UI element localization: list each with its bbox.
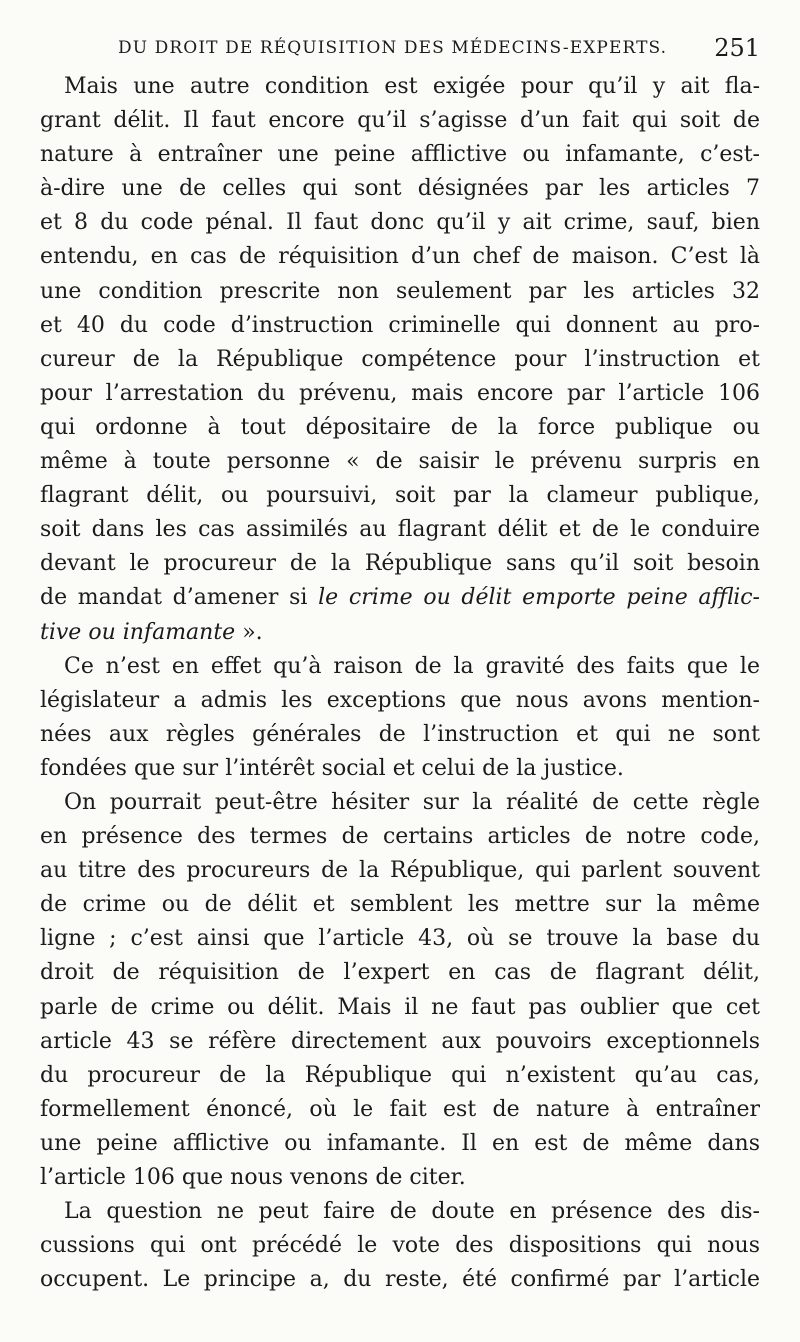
text-line: article 43 se réfère directement aux pouvoirs exceptionnels [40, 1028, 760, 1054]
text-line: en présence des termes de certains articles de notre code, [40, 824, 760, 850]
text-line: à-dire une de celles qui sont désignées par les articles 7 [40, 176, 760, 202]
text-line: législateur a admis les exceptions que nous avons mention- [40, 687, 760, 713]
text-line: On pourrait peut-être hésiter sur la réalité de cette règle [64, 789, 760, 815]
text-line: une condition prescrite non seulement par les articles 32 [40, 278, 760, 304]
running-head: DU DROIT DE RÉQUISITION DES MÉDECINS-EXPERTS. [118, 38, 668, 58]
text-line: nées aux règles générales de l’instruction et qui ne sont [40, 721, 760, 747]
italic-quote: le crime ou délit emporte peine afflic- [318, 585, 760, 611]
text-line: ligne ; c’est ainsi que l’article 43, où se trouve la base du [40, 926, 760, 952]
text-line: du procureur de la République qui n’existent qu’au cas, [40, 1062, 760, 1088]
text-line: Mais une autre condition est exigée pour qu’il y ait fla- [64, 74, 760, 99]
text-line: grant délit. Il faut encore qu’il s’agisse d’un fait qui soit de [40, 108, 760, 134]
text-line: droit de réquisition de l’expert en cas de flagrant délit, [40, 960, 760, 986]
text-line: occupent. Le principe a, du reste, été confirmé par l’article [40, 1267, 760, 1293]
text-line: cureur de la République compétence pour l’instruction et [40, 346, 760, 372]
text-run: de mandat d’amener si [40, 585, 319, 611]
italic-quote: tive ou infamante [40, 619, 236, 645]
text-line: et 8 du code pénal. Il faut donc qu’il y ait crime, sauf, bien [40, 210, 760, 236]
text-line: nature à entraîner une peine afflictive ou infamante, c’est- [40, 142, 760, 168]
text-line: et 40 du code d’instruction criminelle qui donnent au pro- [40, 312, 760, 338]
text-line: Ce n’est en effet qu’à raison de la gravité des faits que le [64, 653, 760, 679]
text-line: parle de crime ou délit. Mais il ne faut pas oublier que cet [40, 994, 760, 1020]
text-line: de crime ou de délit et semblent les mettre sur la même [40, 892, 760, 918]
text-run: ». [235, 619, 263, 645]
text-line: cussions qui ont précédé le vote des dispositions qui nous [40, 1233, 760, 1259]
text-line: même à toute personne « de saisir le prévenu surpris en [40, 449, 760, 475]
text-line: l’article 106 que nous venons de citer. [40, 1165, 466, 1190]
page-header [118, 34, 760, 64]
text-line: devant le procureur de la République sans qu’il soit besoin [40, 551, 760, 577]
text-line [40, 581, 760, 615]
text-line: La question ne peut faire de doute en présence des dis- [64, 1199, 760, 1225]
page-body [40, 70, 760, 1297]
text-line: formellement énoncé, où le fait est de nature à entraîner [40, 1096, 760, 1122]
text-line: fondées que sur l’intérêt social et celui de la justice. [40, 755, 624, 781]
text-line: au titre des procureurs de la République, qui parlent souvent [40, 858, 760, 884]
text-line: pour l’arrestation du prévenu, mais encore par l’article 106 [40, 380, 760, 406]
page-number: 251 [714, 34, 760, 62]
text-line: une peine afflictive ou infamante. Il en est de même dans [40, 1130, 760, 1156]
text-line: qui ordonne à tout dépositaire de la force publique ou [40, 414, 760, 440]
text-line: flagrant délit, ou poursuivi, soit par la clameur publique, [40, 483, 760, 509]
text-line [40, 616, 760, 650]
text-line: entendu, en cas de réquisition d’un chef de maison. C’est là [40, 244, 760, 270]
text-line: soit dans les cas assimilés au flagrant délit et de le conduire [40, 517, 760, 543]
